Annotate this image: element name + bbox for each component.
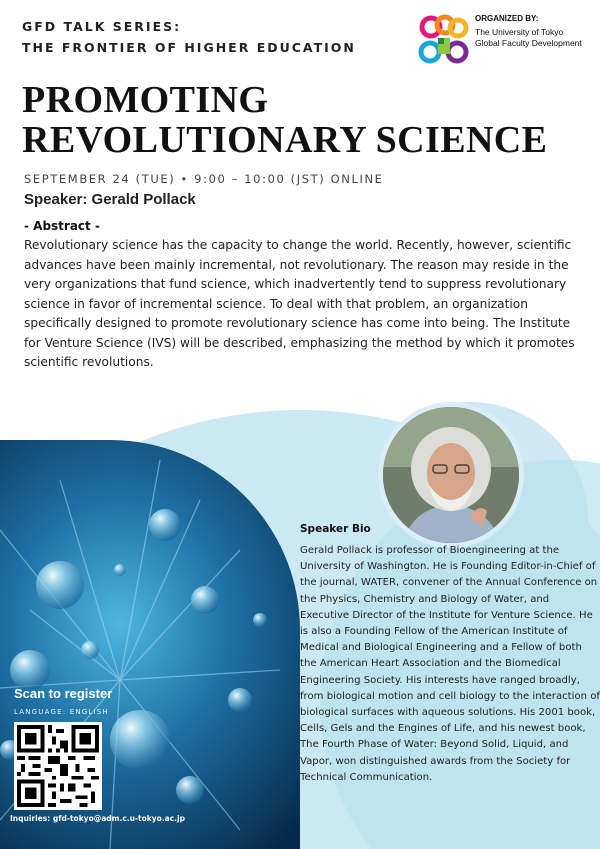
- speaker-bio-heading: Speaker Bio: [300, 523, 371, 535]
- scan-to-register-label: Scan to register: [14, 686, 113, 701]
- speaker-bio-text: Gerald Pollack is professor of Bioengineering at the University of Washington. He is Founding Editor-in-Chief of the journal, WATER, convener of the Annual Conference on the Physics, Chemistry and Biology of Water, and Executive Director of the Institute for Venture Science. He is also a Founding Fellow of the American Institute of Medical and Biological Engineering and a Fellow of both the American Heart Association and the Biomedical Engineering Society. His interests have ranged broadly, from biological motion and cell biology to the interaction of biological surfaces with aqueous solutions. His 2001 book, Cells, Gels and the Engines of Life, and his newest book, The Fourth Phase of Water: Beyond Solid, Liquid, and Vapor, won distinguished awards from the Society for Technical Communication.: [300, 545, 600, 783]
- event-date-time: SEPTEMBER 24 (TUE) • 9:00 – 10:00 (JST) ONLINE: [24, 172, 384, 186]
- series-line-2: THE FRONTIER OF HIGHER EDUCATION: [22, 40, 356, 55]
- series-line-1: GFD TALK SERIES:: [22, 19, 182, 34]
- organizer-name: [475, 27, 582, 49]
- abstract-heading: - Abstract -: [24, 219, 100, 233]
- speaker-name: Speaker: Gerald Pollack: [24, 191, 196, 208]
- talk-series-title: [22, 16, 356, 58]
- speaker-photo: [383, 407, 519, 543]
- inquiries-contact: Inquiries: gfd-tokyo@adm.c.u-tokyo.ac.jp: [10, 814, 185, 823]
- abstract-text: Revolutionary science has the capacity to change the world. Recently, however, scientific advances have been mainly incremental, not revolutionary. The reason may reside in the very organizations that fund science, which inadvertently tend to suppress revolutionary science in favor of incremental science. To deal with that problem, an organization specifically designed to promote revolutionary science has come into being. The Institute for Venture Science (IVS) will be described, emphasizing the method by which it promotes scientific revolutions.: [24, 238, 575, 369]
- gfd-logo-icon: [418, 14, 470, 66]
- organized-by-label: ORGANIZED BY:: [475, 14, 539, 23]
- event-title-line-1: PROMOTING: [22, 79, 269, 121]
- language-label: LANGUAGE: ENGLISH: [14, 708, 109, 716]
- registration-qr-code[interactable]: [14, 722, 102, 810]
- organizer-name-line-2: Global Faculty Development: [475, 38, 582, 48]
- event-title-line-2: REVOLUTIONARY SCIENCE: [22, 119, 548, 161]
- organizer-name-line-1: The University of Tokyo: [475, 27, 564, 37]
- organizer-block: [418, 12, 598, 66]
- event-title: [22, 80, 547, 160]
